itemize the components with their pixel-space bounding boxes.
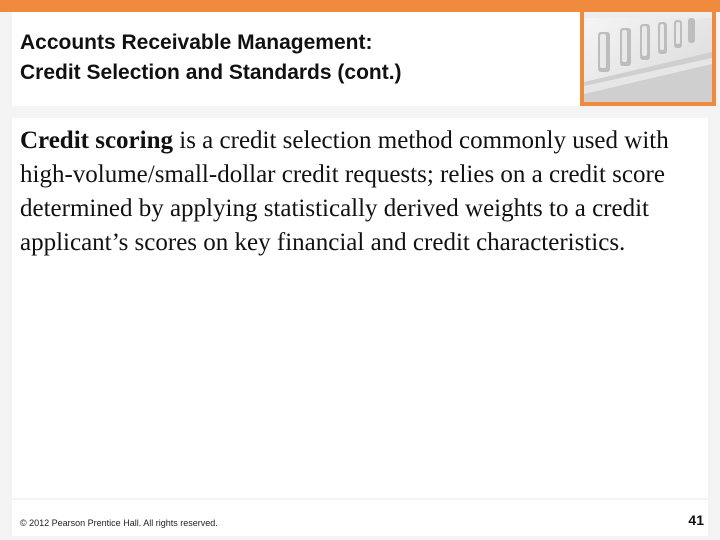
credit-scoring-term: Credit scoring [20,127,173,154]
top-accent-bar [0,0,720,12]
body-paragraph [20,124,700,260]
boardroom-chairs-photo [584,12,712,102]
credit-scoring-definition: is a credit selection method commonly used with high-volume/small-dollar credit requests; relies on a credit score determined by applying statistically derived weights to a credit applicant’s scores on key financial and credit characteristics. [20,127,669,256]
slide-title-line-1: Accounts Receivable Management: [20,31,373,54]
copyright-notice: © 2012 Pearson Prentice Hall. All rights reserved. [20,518,218,528]
page-number: 41 [688,512,704,528]
slide-title-line-2: Credit Selection and Standards (cont.) [20,61,402,84]
slide-title [20,28,576,88]
